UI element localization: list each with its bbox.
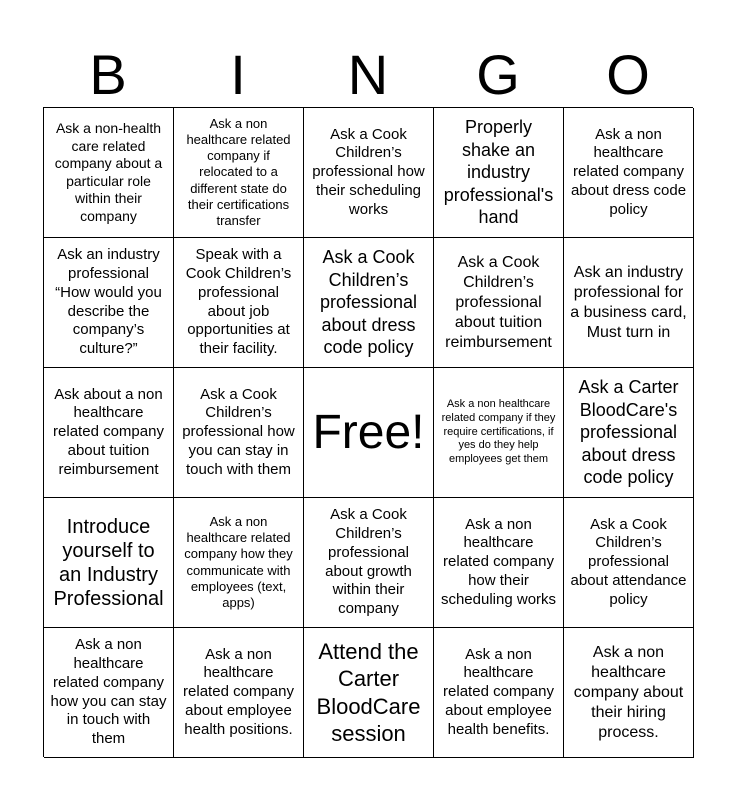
bingo-cell[interactable]: Ask a non healthcare company about their hiring process. <box>564 628 694 758</box>
bingo-cell[interactable]: Introduce yourself to an Industry Professional <box>44 498 174 628</box>
bingo-cell[interactable]: Ask about a non healthcare related company about tuition reimbursement <box>44 368 174 498</box>
bingo-cell[interactable]: Ask a Cook Children’s professional about dress code policy <box>304 238 434 368</box>
bingo-cell[interactable]: Ask an industry professional for a business card, Must turn in <box>564 238 694 368</box>
bingo-cell[interactable]: Ask a non healthcare related company about employee health benefits. <box>434 628 564 758</box>
bingo-cell[interactable]: Ask a non healthcare related company if relocated to a different state do their certifications transfer <box>174 108 304 238</box>
bingo-cell[interactable]: Ask a non healthcare related company how you can stay in touch with them <box>44 628 174 758</box>
title-letter-i: I <box>230 43 246 106</box>
bingo-cell[interactable]: Ask a Carter BloodCare's professional about dress code policy <box>564 368 694 498</box>
bingo-cell[interactable]: Ask a Cook Children’s professional how their scheduling works <box>304 108 434 238</box>
bingo-cell[interactable]: Ask a non healthcare related company how their scheduling works <box>434 498 564 628</box>
title-letter-o: O <box>606 43 650 106</box>
bingo-title <box>43 44 693 106</box>
title-letter-b: B <box>89 43 127 106</box>
bingo-board <box>43 107 693 757</box>
bingo-cell[interactable]: Ask an industry professional “How would you describe the company’s culture?” <box>44 238 174 368</box>
bingo-cell[interactable]: Ask a Cook Children’s professional about tuition reimbursement <box>434 238 564 368</box>
title-letter-g: G <box>476 43 520 106</box>
bingo-cell[interactable]: Speak with a Cook Children’s professional about job opportunities at their facility. <box>174 238 304 368</box>
bingo-cell[interactable]: Ask a non healthcare related company about employee health positions. <box>174 628 304 758</box>
bingo-cell[interactable]: Ask a non healthcare related company about dress code policy <box>564 108 694 238</box>
bingo-cell[interactable]: Ask a non healthcare related company how they communicate with employees (text, apps) <box>174 498 304 628</box>
bingo-cell[interactable]: Ask a Cook Children’s professional about growth within their company <box>304 498 434 628</box>
bingo-cell[interactable]: Ask a non healthcare related company if they require certifications, if yes do they help employees get them <box>434 368 564 498</box>
bingo-cell[interactable]: Properly shake an industry professional's hand <box>434 108 564 238</box>
bingo-cell[interactable]: Ask a non-health care related company about a particular role within their company <box>44 108 174 238</box>
bingo-cell[interactable]: Ask a Cook Children’s professional how you can stay in touch with them <box>174 368 304 498</box>
bingo-cell[interactable]: Ask a Cook Children’s professional about attendance policy <box>564 498 694 628</box>
bingo-cell[interactable]: Attend the Carter BloodCare session <box>304 628 434 758</box>
title-letter-n: N <box>347 43 389 106</box>
free-space[interactable]: Free! <box>304 368 434 498</box>
